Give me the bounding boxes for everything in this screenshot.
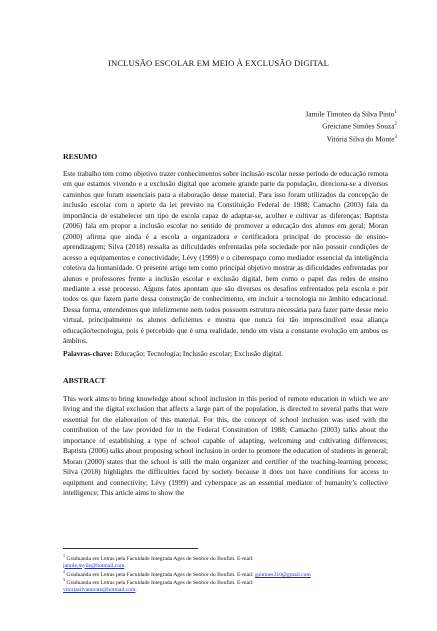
- abstract-heading: ABSTRACT: [63, 376, 106, 385]
- footnote-email-link[interactable]: vitoriasilvamonte@hotmail.com: [63, 586, 136, 593]
- keywords: [63, 349, 283, 358]
- author-name: Vitória Silva do Monte: [326, 134, 395, 144]
- resumo-heading: RESUMO: [63, 152, 98, 161]
- author-3: [305, 132, 397, 144]
- author-1: [305, 107, 397, 119]
- author-2: [305, 119, 397, 131]
- footnote-1: [63, 553, 393, 569]
- footnote-tail: .: [124, 562, 126, 569]
- footnote-mark: 3: [63, 577, 65, 582]
- keywords-text: Educação; Tecnologia; Inclusão escolar; Exclusão digital.: [114, 349, 284, 358]
- author-name: Jamile Timoteo da Silva Pinto: [305, 109, 395, 119]
- footnote-3: [63, 577, 393, 593]
- resumo-text: Este trabalho tem como objetivo trazer conhecimentos sobre inclusão escolar nesse período de educação remota em que estamos vivendo e a exclusão digital que acomete grande parte da população, direciona-se a diversos caminhos que foram essenciais para a elaboração desse material. Para isso foram utilizados da concepção de inclusão escolar com o aporte da lei previsto na Constituição Federal de 1988; Camacho (2003) fala da importância de estabelecer um tipo de escola capaz de adaptar-se, acolher e cultivar as diferenças; Baptista (2006) fala em propor a inclusão escolar no sentido de promover a educação dos alunos em geral; Moran (2000) afirma que ainda é a escola a organizadora e certificadora principal do processo de ensino-aprendizagem; Silva (2018) ressalta as dificuldades enfrentadas pela sociedade por não possuir condições de acesso a equipamentos e conectividade; Lévy (1999) e o ciberespaço como mediador essencial da inteligência coletiva da humanidade. O presente artigo tem como principal objetivo mostrar as dificuldades enfrentadas por alunos e professores frente a inclusão escolar e exclusão digital, bem como o papel das redes de ensino mediante a esse processo. Alguns fatos apontam que são diversos os desafios enfrentados pela escola e por todos os que fazem parte dessa construção de conhecimento, em incluir a tecnologia no âmbito educacional. Dessa forma, entendemos que infelizmente nem todos possuem estrutura necessária para fazer parte desse meio virtual, principalmente os alunos deficientes e mostra que nunca foi tão imprescindível essa aliança educação/tecnologia, pois é percebido que é uma realidade, tendo em vista a constante evolução em ambos os âmbitos.: [63, 170, 388, 346]
- footnote-email-link[interactable]: gsimoes310@gmail.com: [255, 571, 311, 578]
- abstract-text: This work aims to bring knowledge about school inclusion in this period of remote education in which we are living and the digital exclusion that affects a large part of the population, is directed to several paths that were essential for the elaboration of this material. For this, the concept of school inclusion was used with the contribution of the law provided for in the Federal Constitution of 1988; Camacho (2003) talks about the importance of establishing a type of school capable of adapting, welcoming and cultivating differences; Baptista (2006) talks about proposing school inclusion in order to promote the education of students in general; Moran (2000) states that the school is still the main organizer and certifier of the teaching-learning process; Silva (2018) highlights the difficulties faced by society because it does not have conditions for access to equipment and connectivity; Lévy (1999) and cyberspace as an essential mediator of humanity’s collective intelligence; This article aims to show the: [63, 395, 388, 498]
- keywords-label: Palavras-chave:: [63, 349, 113, 358]
- author-name: Greiciane Simões Souza: [322, 121, 395, 131]
- footnote-mark: 3: [394, 134, 397, 140]
- footnote-mark: 1: [394, 110, 397, 115]
- paper-title: INCLUSÃO ESCOLAR EM MEIO À EXCLUSÃO DIGITAL: [108, 58, 329, 68]
- footnote-divider: [63, 548, 198, 549]
- footnote-text: Graduanda em Letras pela Faculdade Integrada Ages de Senhor do Bonfim. E-mail:: [66, 555, 254, 562]
- footnote-tail: .: [135, 586, 137, 593]
- footnote-text: Graduanda em Letras pela Faculdade Integrada Ages de Senhor do Bonfim. E-mail:: [66, 571, 254, 578]
- footnote-text: Graduanda em Letras pela Faculdade Integrada Ages de Senhor do Bonfim. E-mail:: [66, 579, 254, 586]
- author-list: [305, 107, 397, 144]
- footnote-email-link[interactable]: jamile.mylie@hotmail.com: [63, 562, 125, 569]
- footnote-mark: 2: [394, 122, 397, 128]
- footnote-mark: 1: [63, 553, 65, 558]
- footnote-mark: 2: [63, 569, 65, 574]
